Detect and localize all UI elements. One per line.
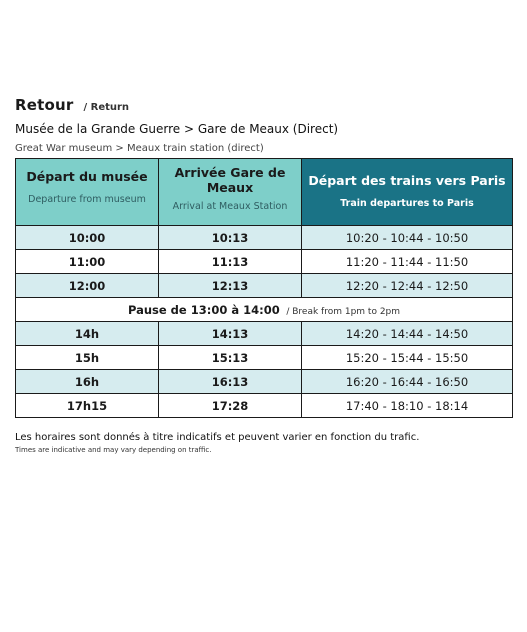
- page-title: Retour: [15, 96, 74, 114]
- table-row: [16, 370, 513, 394]
- arrival-cell: 12:13: [159, 274, 302, 298]
- arrival-cell: 17:28: [159, 394, 302, 418]
- trains-cell: 14:20 - 14:44 - 14:50: [302, 322, 513, 346]
- route-french: Musée de la Grande Guerre > Gare de Meaux (Direct): [15, 122, 339, 136]
- table-row: [16, 274, 513, 298]
- column-header-departure-fr: Départ du musée: [26, 169, 148, 184]
- departure-cell: 10:00: [16, 226, 159, 250]
- trains-cell: 11:20 - 11:44 - 11:50: [302, 250, 513, 274]
- trains-cell: 12:20 - 12:44 - 12:50: [302, 274, 513, 298]
- page-title-english: / Return: [83, 102, 130, 113]
- trains-cell: 15:20 - 15:44 - 15:50: [302, 346, 513, 370]
- table-row: [16, 226, 513, 250]
- arrival-cell: 15:13: [159, 346, 302, 370]
- table-row: [16, 322, 513, 346]
- departure-cell: 17h15: [16, 394, 159, 418]
- column-header-trains-en: Train departures to Paris: [340, 198, 474, 209]
- departure-cell: 11:00: [16, 250, 159, 274]
- arrival-cell: 11:13: [159, 250, 302, 274]
- timetable: [15, 158, 513, 418]
- title-row: [15, 96, 512, 116]
- departure-cell: 12:00: [16, 274, 159, 298]
- trains-cell: 17:40 - 18:10 - 18:14: [302, 394, 513, 418]
- departure-cell: 16h: [16, 370, 159, 394]
- column-header-departure: [16, 159, 159, 226]
- column-header-arrival-fr: Arrivée Gare de Meaux: [174, 165, 286, 195]
- column-header-trains-fr: Départ des trains vers Paris: [308, 173, 506, 188]
- route-english: Great War museum > Meaux train station (direct): [15, 143, 264, 154]
- table-row: [16, 346, 513, 370]
- table-row: [16, 394, 513, 418]
- table-header-row: [16, 159, 513, 226]
- trains-cell: 10:20 - 10:44 - 10:50: [302, 226, 513, 250]
- return-timetable-section: [15, 96, 512, 454]
- table-row: [16, 250, 513, 274]
- arrival-cell: 10:13: [159, 226, 302, 250]
- column-header-arrival-en: Arrival at Meaux Station: [172, 201, 288, 212]
- disclaimer-english: Times are indicative and may vary depending on traffic.: [15, 446, 212, 454]
- pause-label-en: / Break from 1pm to 2pm: [286, 306, 401, 317]
- arrival-cell: 14:13: [159, 322, 302, 346]
- pause-row: [16, 298, 513, 322]
- column-header-arrival: [159, 159, 302, 226]
- departure-cell: 15h: [16, 346, 159, 370]
- pause-label-fr: Pause de 13:00 à 14:00: [127, 302, 280, 317]
- departure-cell: 14h: [16, 322, 159, 346]
- trains-cell: 16:20 - 16:44 - 16:50: [302, 370, 513, 394]
- pause-cell: [16, 298, 513, 322]
- column-header-trains: [302, 159, 513, 226]
- disclaimer-french: Les horaires sont donnés à titre indicatifs et peuvent varier en fonction du trafic.: [15, 432, 420, 443]
- arrival-cell: 16:13: [159, 370, 302, 394]
- column-header-departure-en: Departure from museum: [28, 194, 146, 205]
